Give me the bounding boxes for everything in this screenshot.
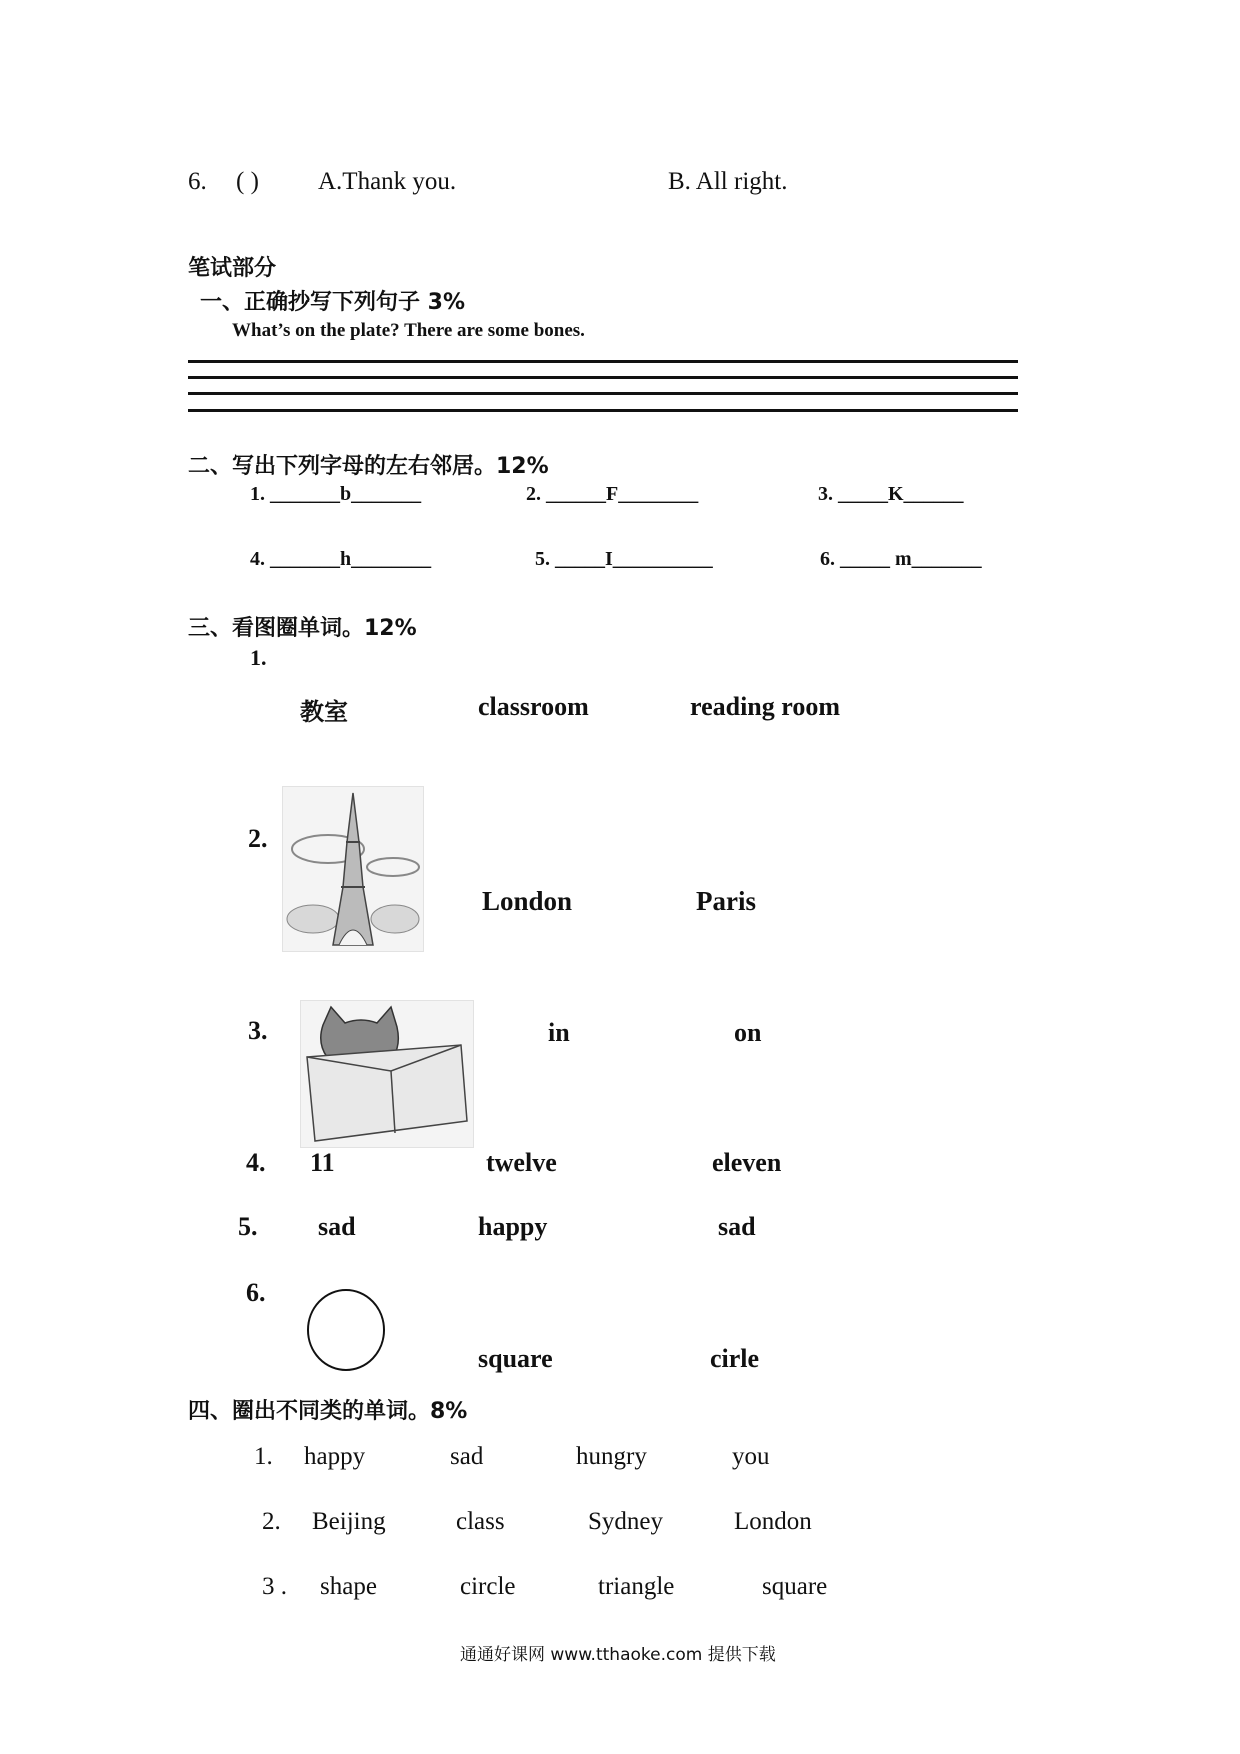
letter-item: 6. _____ m_______ [820,548,982,570]
item5-word-2: sad [718,1212,756,1241]
row-number: 2. [262,1508,281,1535]
option-a: A.Thank you. [318,168,457,195]
letter-item: 5. _____I__________ [535,548,713,570]
item-number: 6. [188,168,207,195]
cat-in-box-image [300,1000,474,1148]
section2-title: 二、写出下列字母的左右邻居。12% [188,454,549,479]
section3-title: 三、看图圈单词。12% [188,616,417,641]
option-b: B. All right. [668,168,788,195]
word: Beijing [312,1508,386,1535]
letter-item: 2. ______F________ [526,483,699,505]
row-number: 1. [254,1443,273,1470]
item6-number: 6. [246,1278,266,1307]
writing-line-3 [188,392,1018,395]
eiffel-tower-icon [283,787,423,951]
letter-item: 1. _______b_______ [250,483,422,505]
item5-prompt: sad [318,1212,356,1241]
word: class [456,1508,505,1535]
item3-word-2: on [734,1018,762,1047]
item1-chinese-prompt: 教室 [300,698,348,726]
word: Sydney [588,1508,663,1535]
cat-in-box-icon [301,1001,473,1147]
item3-word-1: in [548,1018,570,1047]
item3-number: 3. [248,1016,268,1045]
word: triangle [598,1573,675,1600]
section1-title: 一、正确抄写下列句子 3% [200,290,466,315]
item2-word-2: Paris [696,886,756,916]
item1-word-2: reading room [690,692,840,721]
item2-word-1: London [482,886,573,916]
circle-image [306,1288,386,1372]
item1-word-1: classroom [478,692,589,721]
word: shape [320,1573,377,1600]
item4-word-2: eleven [712,1148,782,1177]
word: you [732,1443,770,1470]
word: circle [460,1573,516,1600]
writing-line-1 [188,360,1018,363]
copy-sentence: What’s on the plate? There are some bones. [232,320,585,341]
item1-number: 1. [250,645,267,670]
section4-title: 四、圈出不同类的单词。8% [188,1399,468,1424]
answer-parentheses: ( ) [236,168,259,195]
word: hungry [576,1443,647,1470]
letter-item: 3. _____K______ [818,483,964,505]
word: London [734,1508,812,1535]
row-number: 3 . [262,1573,287,1600]
word: happy [304,1443,366,1470]
item2-number: 2. [248,824,268,853]
item6-word-1: square [478,1344,553,1373]
writing-line-4 [188,409,1018,412]
writing-line-2 [188,376,1018,379]
eiffel-tower-image [282,786,424,952]
footer-text: 通通好课网 www.tthaoke.com 提供下载 [460,1645,776,1665]
item4-word-1: twelve [486,1148,557,1177]
item5-number: 5. [238,1212,258,1241]
item6-word-2: cirle [710,1344,760,1373]
word: sad [450,1443,484,1470]
word: square [762,1573,828,1600]
written-section-title: 笔试部分 [188,256,277,281]
item4-prompt: 11 [310,1148,335,1177]
item4-number: 4. [246,1148,266,1177]
item5-word-1: happy [478,1212,548,1241]
letter-item: 4. _______h________ [250,548,432,570]
